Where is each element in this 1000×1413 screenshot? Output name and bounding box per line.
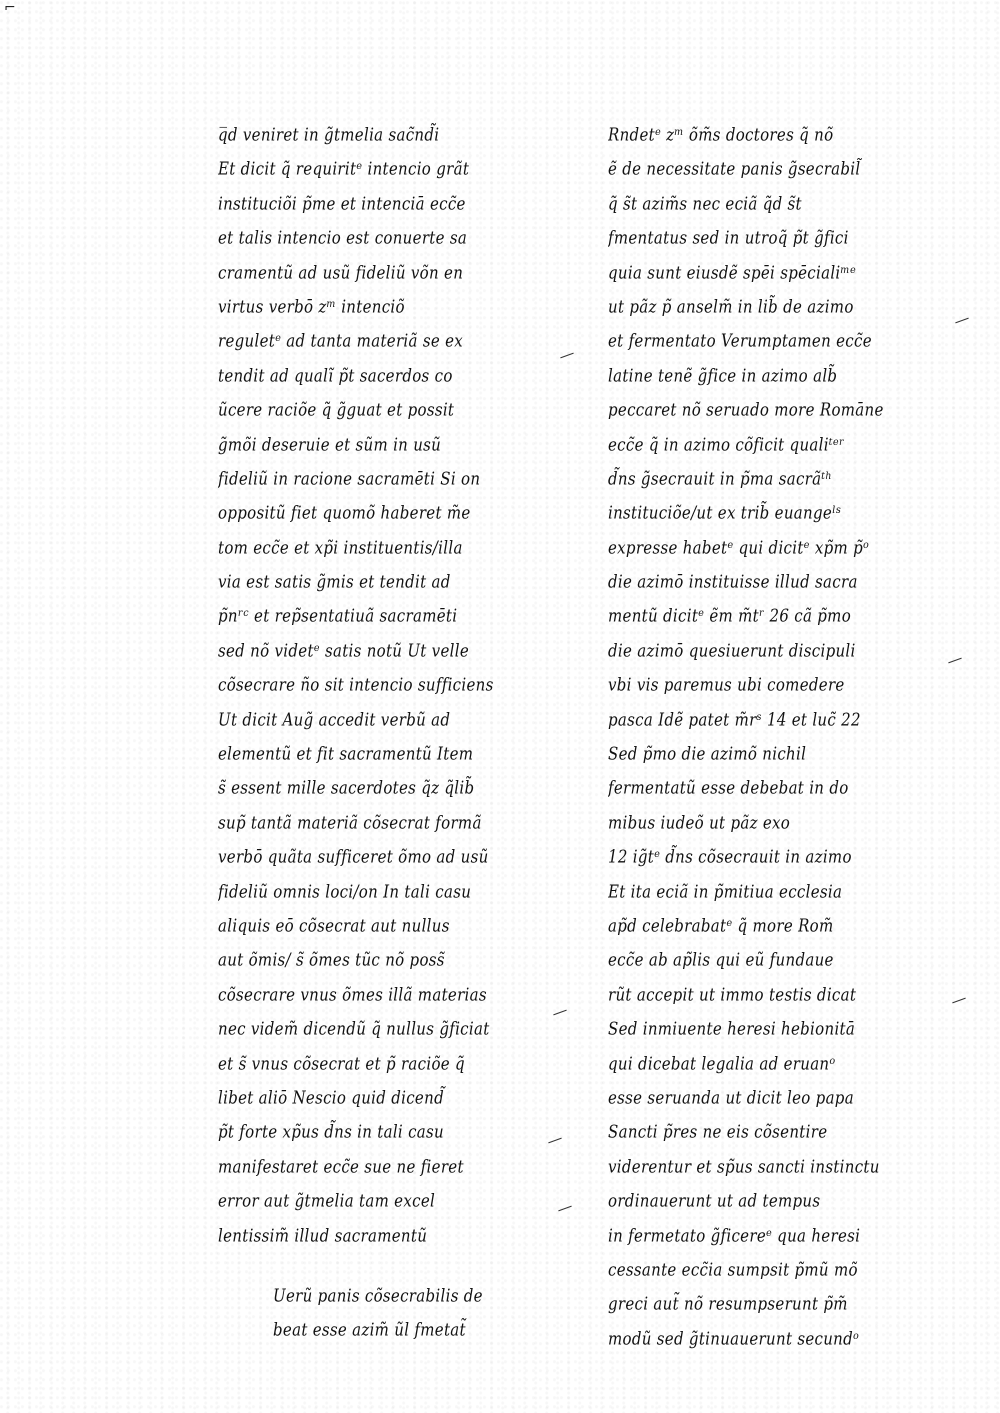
text-line: mentũ dicitᵉ ẽm m̃tʳ 26 cã p̃mo <box>608 606 852 627</box>
left-column <box>218 118 558 1348</box>
text-line: cõsecrare ño sit intencio sufficiens <box>218 674 494 696</box>
text-line: manifestaret ecc̃e sue ne fieret <box>218 1156 464 1178</box>
text-line: fideliũ omnis loci/on In tali casu <box>218 881 472 902</box>
text-line: lentissim̃ illud sacramentũ <box>218 1225 428 1246</box>
text-line: instituciõe/ut ex trib̃ euangeˡˢ <box>608 502 842 524</box>
text-line: et s̃ vnus cõsecrat et p̃ raciõe q̃ <box>218 1053 465 1074</box>
text-line: aut õmis/ s̃ õmes tũc nõ poss̃ <box>218 949 445 971</box>
margin-tick <box>560 353 573 359</box>
text-line: virtus verbō zᵐ intenciõ <box>218 296 405 318</box>
text-line: Ut dicit Aug̃ accedit verbũ ad <box>218 709 451 730</box>
text-line: Sed p̃mo die azimõ nichil <box>608 743 807 765</box>
text-line: ordinauerunt ut ad tempus <box>608 1190 821 1212</box>
paragraph-gap <box>218 1253 558 1279</box>
text-line: error aut g̃tmelia tam excel <box>218 1190 436 1212</box>
text-line: elementũ et fit sacramentũ Item <box>218 743 474 765</box>
text-line: cõsecrare vnus õmes illã materias <box>218 984 487 1006</box>
text-line: modũ sed g̃tinuauerunt secundᵒ <box>608 1328 860 1349</box>
text-line: cessante ecc̃ia sumpsit p̃mũ mõ <box>608 1259 858 1281</box>
text-line: instituciõi p̃me et intenciā ecc̃e <box>218 193 466 215</box>
text-line: fmentatus sed in utroq̃ p̃t g̃fici <box>608 227 849 249</box>
text-line: sup̃ tantã materiã cõsecrat formã <box>218 812 482 834</box>
heading-line: Uerũ panis cõsecrabilis de <box>273 1285 483 1307</box>
text-line: cramentũ ad usũ fideliũ võn en <box>218 262 464 283</box>
text-line: Et dicit q̃ requiritᵉ intencio grãt <box>218 159 470 180</box>
text-line: nec videm̃ dicendũ q̃ nullus g̃ficiat <box>218 1018 490 1040</box>
text-line: pasca Idẽ patet m̃rˢ 14 et luc̃ 22 <box>608 709 861 730</box>
text-line: fermentatũ esse debebat in do <box>608 778 849 799</box>
text-line: Et ita eciã in p̃mitiua ecclesia <box>608 881 843 902</box>
text-line: latine tenẽ g̃fice in azimo alb̃ <box>608 365 838 387</box>
text-line: q̅d veniret in g̃tmelia sac̃nd̃i <box>218 124 440 146</box>
text-line: 12 ig̃tᵉ d̃ns cõsecrauit in azimo <box>608 846 852 868</box>
text-line: et fermentato Verumptamen ecc̃e <box>608 330 872 352</box>
text-line: fideliũ in racione sacramēti Si on <box>218 468 481 490</box>
text-line: libet aliō Nescio quid dicend̃ <box>218 1087 444 1109</box>
right-column <box>608 118 958 1356</box>
text-line: Sed inmiuente heresi hebionitā <box>608 1018 856 1040</box>
corner-mark: ⌐ <box>4 0 16 16</box>
text-line: vbi vis paremus ubi comedere <box>608 674 845 696</box>
text-line: peccaret nõ seruado more Romāne <box>608 399 884 421</box>
text-line: reguletᵉ ad tanta materiã se ex <box>218 330 464 352</box>
text-line: p̃nʳᶜ et rep̃sentatiuã sacramēti <box>218 606 458 627</box>
text-line: die azimō quesiuerunt discipuli <box>608 640 856 662</box>
text-line: aliquis eō cõsecrat aut nullus <box>218 915 450 937</box>
text-line: s̃ essent mille sacerdotes q̃z q̃lib̃ <box>218 778 475 799</box>
text-line: tom ecc̃e et xp̃i instituentis/illa <box>218 537 463 559</box>
text-line: et talis intencio est conuerte sa <box>218 227 468 249</box>
text-line: viderentur et sp̃us sancti instinctu <box>608 1156 880 1178</box>
margin-tick <box>558 1206 571 1212</box>
text-line: sed nõ videtᵉ satis notũ Ut velle <box>218 640 469 662</box>
text-line: Rndetᵉ zᵐ õm̃s doctores q̃ nõ <box>608 124 834 146</box>
text-line: d̃ns g̃secrauit in p̃ma sacrãᵗʰ <box>608 468 833 490</box>
text-line: p̃t forte xp̃us d̃ns in tali casu <box>218 1121 445 1143</box>
text-line: in fermetato g̃ficereᵉ qua heresi <box>608 1225 861 1246</box>
text-line: q̃ s̃t azim̃s nec eciã q̃d s̃t <box>608 193 802 215</box>
text-line: quia sunt eiusdẽ spēi spēcialiᵐᵉ <box>608 262 857 283</box>
text-line: greci aut̃ nõ resumpserunt p̃m̃ <box>608 1293 848 1315</box>
text-line: ut pãz p̃ anselm̃ in lib̃ de azimo <box>608 296 854 318</box>
text-line: die azimō instituisse illud sacra <box>608 571 858 593</box>
text-line: esse seruanda ut dicit leo papa <box>608 1087 854 1109</box>
text-line: ap̃d celebrabatᵉ q̃ more Rom̃ <box>608 915 834 937</box>
text-line: ũcere raciõe q̃ g̃guat et possit <box>218 399 455 421</box>
text-line: tendit ad qualĩ p̃t sacerdos co <box>218 365 453 387</box>
text-line: ẽ de necessitate panis g̃secrabil̃ <box>608 159 861 180</box>
heading-line: beat esse azim̃ ũl fmetat̃ <box>273 1319 466 1341</box>
text-line: expresse habetᵉ qui dicitᵉ xp̃m p̃ᵒ <box>608 537 870 559</box>
text-line: mibus iudeõ ut pãz exo <box>608 812 791 834</box>
text-line: g̃mõi deseruie et sũm in usũ <box>218 434 442 455</box>
text-line: via est satis g̃mis et tendit ad <box>218 571 451 593</box>
text-line: ecc̃e q̃ in azimo cõficit qualiᵗᵉʳ <box>608 434 845 455</box>
text-line: ecc̃e ab ap̃lis qui eũ fundaue <box>608 949 834 971</box>
text-line: verbō quãta sufficeret õmo ad usũ <box>218 846 489 868</box>
text-line: oppositũ fiet quomõ haberet m̃e <box>218 502 471 524</box>
text-line: Sancti p̃res ne eis cõsentire <box>608 1121 828 1143</box>
text-line: qui dicebat legalia ad eruanᵒ <box>608 1053 836 1074</box>
text-line: rũt accepit ut immo testis dicat <box>608 984 857 1006</box>
